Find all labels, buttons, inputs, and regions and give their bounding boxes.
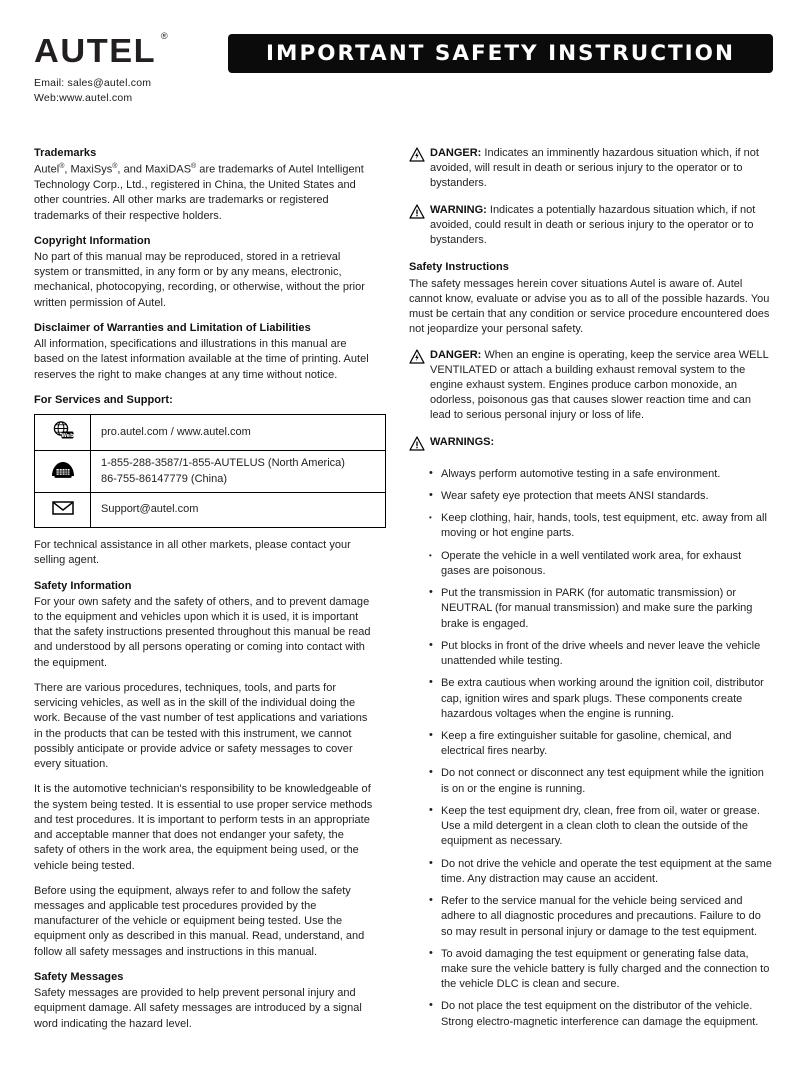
safety-info-paragraph-4: Before using the equipment, always refer to and follow the safety messages and applicable test procedures provided by the manufacturer of the vehicle or equipment being tested. Use the equipment only as described in this manual. Read, understand, and follow all safety messages and instructions in this manual.: [34, 884, 365, 958]
safety-instructions-heading: Safety Instructions: [409, 261, 509, 274]
trademarks-seg-2: , MaxiSys: [64, 163, 113, 176]
trademarks-paragraph: [34, 162, 375, 224]
warning-label-1: WARNING:: [430, 203, 487, 216]
warning-exclamation-triangle-icon: [409, 204, 425, 224]
table-row: [35, 450, 386, 492]
telephone-value-line-2: 86-755-86147779 (China): [101, 472, 227, 485]
registered-trademark-icon: ®: [160, 31, 168, 41]
warnings-triangle-icon-cell: [409, 435, 430, 456]
website-value-cell: [91, 414, 386, 450]
svg-text:Web: Web: [60, 432, 74, 439]
autel-logo: [34, 31, 168, 69]
warnings-label-text: [430, 435, 772, 450]
disclaimer-paragraph: All information, specifications and illustrations in this manual are based on the latest information available at the time of printing. Autel reserves the right to make changes at any time without notice.: [34, 338, 369, 381]
danger-lightning-triangle-icon: [409, 349, 425, 369]
left-column: [0, 146, 401, 1042]
email-value-cell: [91, 493, 386, 528]
registered-mark-icon-2: ®: [112, 163, 118, 171]
safety-messages-paragraph: Safety messages are provided to help prevent personal injury and equipment damage. All safety messages are introduced by a signal word indicating the hazard level.: [34, 987, 362, 1030]
list-item: • Keep clothing, hair, hands, tools, test equipment, etc. away from all moving or hot engine parts.: [429, 511, 772, 541]
danger-triangle-icon-cell-2: [409, 348, 430, 369]
danger-lightning-triangle-icon: [409, 147, 425, 167]
safety-messages-heading: Safety Messages: [34, 970, 124, 983]
list-item: • Keep a fire extinguisher suitable for gasoline, chemical, and electrical fires nearby.: [429, 729, 772, 759]
envelope-icon-cell: [35, 493, 91, 528]
globe-web-icon-cell: [35, 414, 91, 450]
table-row: [35, 493, 386, 528]
trademarks-seg-3: , and MaxiDAS: [117, 163, 192, 176]
services-support-table: [34, 414, 386, 528]
trademarks-seg-1: Autel: [34, 163, 60, 176]
danger-label-2: DANGER:: [430, 348, 482, 361]
list-item: • Put blocks in front of the drive wheels and never leave the vehicle unattended while testing.: [429, 639, 772, 669]
table-row: [35, 414, 386, 450]
title-banner: [228, 34, 773, 73]
header-contact-lines: [34, 76, 214, 106]
danger-callout-1-text: [430, 146, 772, 192]
list-item: • Wear safety eye protection that meets ANSI standards.: [429, 489, 772, 504]
list-item: • Do not connect or disconnect any test equipment while the ignition is on or the engine is running.: [429, 766, 772, 796]
list-item: • Always perform automotive testing in a safe environment.: [429, 467, 772, 482]
registered-mark-icon-3: ®: [191, 163, 197, 171]
copyright-heading: Copyright Information: [34, 234, 151, 247]
list-item: • Be extra cautious when working around the ignition coil, distributor cap, ignition wires and spark plugs. These components create hazardous voltages when the engine is running.: [429, 676, 772, 722]
content-columns: [0, 146, 802, 1042]
telephone-icon-cell: [35, 450, 91, 492]
envelope-icon: [49, 498, 77, 522]
warning-callout-1-text: [430, 203, 772, 249]
page-header: [0, 0, 802, 108]
warning-exclamation-triangle-icon: [409, 436, 425, 456]
header-email-text: Email: sales@autel.com: [34, 77, 152, 89]
banner-title-text: IMPORTANT SAFETY INSTRUCTION: [266, 41, 735, 66]
disclaimer-heading: Disclaimer of Warranties and Limitation of Liabilities: [34, 321, 311, 334]
list-item: • Put the transmission in PARK (for automatic transmission) or NEUTRAL (for manual transmission) and make sure the parking brake is engaged.: [429, 586, 772, 632]
safety-info-paragraph-2: There are various procedures, techniques, tools, and parts for servicing vehicles, as well as in the skill of the individual doing the work. Because of the vast number of test applications and variations in the products that can be tested with this instrument, we cannot possibly anticipate or provide advice or safety messages to cover every situation.: [34, 681, 368, 771]
copyright-paragraph: No part of this manual may be reproduced, stored in a retrieval system or transmitted, in any form or by any means, electronic, mechanical, photocopying, recording, or otherwise, without the prior written permission of Autel.: [34, 250, 365, 309]
warning-triangle-icon-cell: [409, 203, 430, 224]
website-value-line: pro.autel.com / www.autel.com: [101, 425, 251, 438]
safety-instructions-paragraph: The safety messages herein cover situations Autel is aware of. Autel cannot know, evaluate or advise you as to all of the possible hazards. You must be certain that any condition or service procedure encountered does not jeopardize your personal safety.: [409, 277, 770, 336]
danger-text-1: Indicates an imminently hazardous situation which, if not avoided, will result in death or serious injury to the operator or to bystanders.: [430, 147, 759, 190]
telephone-value-line-1: 1-855-288-3587/1-855-AUTELUS (North America): [101, 456, 345, 469]
autel-logo-text: AUTEL: [34, 32, 157, 69]
safety-info-paragraph-1: For your own safety and the safety of others, and to prevent damage to the equipment and vehicles upon which it is used, it is important that the safety instructions presented throughout this manual be read and understood by all persons operating or coming into contact with the equipment.: [34, 595, 371, 669]
warnings-label: WARNINGS:: [430, 435, 495, 448]
list-item: • Operate the vehicle in a well ventilated work area, for exhaust gases are poisonous.: [429, 549, 772, 579]
services-support-heading: For Services and Support:: [34, 393, 173, 406]
safety-information-heading: Safety Information: [34, 579, 132, 592]
trademarks-seg-4: are trademarks of Autel Intelligent Technology Corp., Ltd., registered in China, the United States and other countries. All other marks are trademarks or registered trademarks of their respective holders.: [34, 163, 364, 222]
brand-logo-block: [34, 31, 214, 106]
globe-web-icon: [50, 420, 76, 445]
warnings-list-block: [409, 435, 772, 456]
danger-callout-2: [409, 348, 772, 424]
email-value-line: Support@autel.com: [101, 503, 199, 516]
warnings-bullet-list: [409, 467, 772, 1030]
danger-triangle-icon-cell: [409, 146, 430, 167]
safety-info-paragraph-3: It is the automotive technician's responsibility to be knowledgeable of the system being tested. It is essential to use proper service methods and test procedures. It is important to perform tests in an appropriate and acceptable manner that does not endanger your safety, the safety of others in the work area, the equipment being used, or the vehicle being tested.: [34, 783, 373, 872]
list-item: • Keep the test equipment dry, clean, free from oil, water or grease. Use a mild detergent in a clean cloth to clean the outside of the equipment as necessary.: [429, 804, 772, 850]
services-note-paragraph: For technical assistance in all other markets, please contact your selling agent.: [34, 539, 351, 567]
registered-mark-icon-1: ®: [59, 163, 65, 171]
list-item: • Refer to the service manual for the vehicle being serviced and adhere to all diagnostic procedures and precautions. Failure to do so may result in personal injury or damage to the test equipment.: [429, 894, 772, 940]
list-item: • Do not place the test equipment on the distributor of the vehicle. Strong electro-magnetic interference can damage the equipment.: [429, 999, 772, 1029]
warning-callout-1: [409, 203, 772, 249]
danger-callout-1: [409, 146, 772, 192]
trademarks-heading: Trademarks: [34, 147, 97, 159]
header-web-text: Web:www.autel.com: [34, 91, 133, 104]
telephone-icon: [49, 458, 77, 485]
danger-callout-2-text: [430, 348, 772, 424]
right-column: [401, 146, 802, 1042]
warning-text-1: Indicates a potentially hazardous situation which, if not avoided, could result in death or serious injury to the operator or to bystanders.: [430, 203, 756, 247]
danger-text-2: When an engine is operating, keep the service area WELL VENTILATED or attach a building exhaust removal system to the engine exhaust system. Engines produce carbon monoxide, an odorless, poisonous gas that causes slower reaction time and can lead to serious personal injury or loss of life.: [430, 348, 769, 422]
list-item: • To avoid damaging the test equipment or generating false data, make sure the vehicle battery is fully charged and the connection to the vehicle DLC is clean and secure.: [429, 947, 772, 993]
telephone-value-cell: [91, 450, 386, 492]
list-item: • Do not drive the vehicle and operate the test equipment at the same time. Any distraction may cause an accident.: [429, 857, 772, 887]
danger-label-1: DANGER:: [430, 147, 482, 159]
